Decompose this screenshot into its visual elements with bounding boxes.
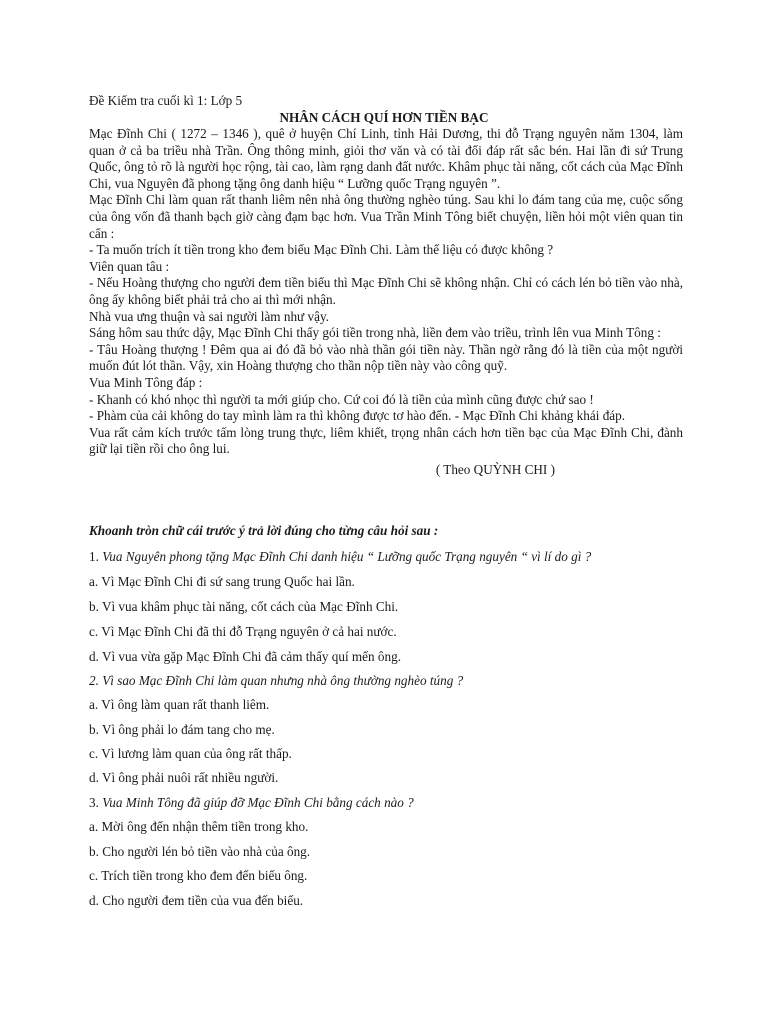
question-text: Vì sao Mạc Đĩnh Chi làm quan nhưng nhà ông thường nghèo túng ? xyxy=(102,673,464,688)
story-paragraph: Mạc Đĩnh Chi ( 1272 – 1346 ), quê ở huyện Chí Linh, tỉnh Hải Dương, thi đỗ Trạng nguyên năm 1304, làm quan ở cả ba triều nhà Trần. Ông thông minh, giỏi thơ văn và có tài đối đáp rất sắc bén. Hai lần đi sứ Trung Quốc, ông tỏ rõ là người học rộng, tài cao, làm rạng danh đất nước. Khâm phục tài năng, cốt cách của Mạc Đĩnh Chi, vua Nguyên đã phong tặng ông danh hiệu “ Lưỡng quốc Trạng nguyên ”. xyxy=(89,126,683,191)
answer-option-1b[interactable]: b. Vì vua khâm phục tài năng, cốt cách của Mạc Đĩnh Chi. xyxy=(89,599,399,614)
answer-option-2c[interactable]: c. Vì lương làm quan của ông rất thấp. xyxy=(89,746,292,761)
story-paragraph: - Nếu Hoàng thượng cho người đem tiền biếu thì Mạc Đĩnh Chi sẽ không nhận. Chỉ có cách lén bỏ tiền vào nhà, ông ấy không biết phải trả cho ai thì mới nhận. xyxy=(89,275,683,307)
answer-option-2b[interactable]: b. Vì ông phải lo đám tang cho mẹ. xyxy=(89,722,275,737)
question-1 xyxy=(89,549,591,566)
answer-option-3d[interactable]: d. Cho người đem tiền của vua đến biếu. xyxy=(89,893,304,908)
story-paragraph: Sáng hôm sau thức dậy, Mạc Đĩnh Chi thấy gói tiền trong nhà, liền đem vào triều, trình lên vua Minh Tông : xyxy=(89,325,661,341)
story-paragraph: - Khanh có khó nhọc thì người ta mới giúp cho. Cứ coi đó là tiền của mình cũng được chứ sao ! xyxy=(89,391,594,407)
story-paragraph: - Phàm của cải không do tay mình làm ra thì không được tơ hào đến. - Mạc Đĩnh Chi khảng khái đáp. xyxy=(89,408,626,424)
question-number: 3. xyxy=(89,795,99,810)
answer-option-3a[interactable]: a. Mời ông đến nhận thêm tiền trong kho. xyxy=(89,819,309,834)
story-paragraph: Vua rất cảm kích trước tấm lòng trung thực, liêm khiết, trọng nhân cách hơn tiền bạc của Mạc Đĩnh Chi, đành giữ lại tiền rồi cho ông lui. xyxy=(89,424,683,457)
story-paragraph: - Ta muốn trích ít tiền trong kho đem biếu Mạc Đĩnh Chi. Làm thế liệu có được không ? xyxy=(89,242,554,258)
answer-option-1c[interactable]: c. Vì Mạc Đĩnh Chi đã thi đỗ Trạng nguyên ở cả hai nước. xyxy=(89,624,397,639)
answer-option-2a[interactable]: a. Vì ông làm quan rất thanh liêm. xyxy=(89,697,270,712)
question-text: Vua Nguyên phong tặng Mạc Đĩnh Chi danh hiệu “ Lưỡng quốc Trạng nguyên “ vì lí do gì ? xyxy=(102,549,592,564)
question-text: Vua Minh Tông đã giúp đỡ Mạc Đĩnh Chi bằng cách nào ? xyxy=(102,795,414,810)
story-paragraph: Vua Minh Tông đáp : xyxy=(89,374,203,390)
story-paragraph: Nhà vua ưng thuận và sai người làm như vậy. xyxy=(89,308,329,324)
story-paragraph: Mạc Đĩnh Chi làm quan rất thanh liêm nên nhà ông thường nghèo túng. Sau khi lo đám tang của mẹ, cuộc sống của ông vốn đã thanh bạch giờ càng đạm bạc hơn. Vua Trần Minh Tông biết chuyện, liền hỏi một viên quan tin cẩn : xyxy=(89,192,683,241)
answer-option-1d[interactable]: d. Vì vua vừa gặp Mạc Đĩnh Chi đã cảm thấy quí mến ông. xyxy=(89,649,401,664)
story-paragraph: Viên quan tâu : xyxy=(89,258,170,274)
question-number: 1. xyxy=(89,549,99,564)
story-source: ( Theo QUỲNH CHI ) xyxy=(435,461,555,477)
answer-option-1a[interactable]: a. Vì Mạc Đĩnh Chi đi sứ sang trung Quốc hai lần. xyxy=(89,574,355,589)
answer-option-2d[interactable]: d. Vì ông phải nuôi rất nhiều người. xyxy=(89,770,279,785)
exam-header: Đề Kiểm tra cuối kì 1: Lớp 5 xyxy=(89,93,243,108)
story-body xyxy=(89,126,683,478)
question-2 xyxy=(89,673,463,690)
answer-option-3b[interactable]: b. Cho người lén bỏ tiền vào nhà của ông. xyxy=(89,844,311,859)
answer-option-3c[interactable]: c. Trích tiền trong kho đem đến biếu ông. xyxy=(89,868,308,883)
story-title: NHÂN CÁCH QUÍ HƠN TIỀN BẠC xyxy=(279,110,489,125)
question-3 xyxy=(89,795,414,812)
question-instruction: Khoanh tròn chữ cái trước ý trả lời đúng cho từng câu hỏi sau : xyxy=(89,523,439,538)
story-paragraph: - Tâu Hoàng thượng ! Đêm qua ai đó đã bỏ vào nhà thần gói tiền này. Thần ngờ rằng đó là tiền của một người muốn đút lót thần. Vậy, xin Hoàng thượng cho thần nộp tiền này vào công quỹ. xyxy=(89,341,683,374)
question-number: 2. xyxy=(89,673,99,688)
